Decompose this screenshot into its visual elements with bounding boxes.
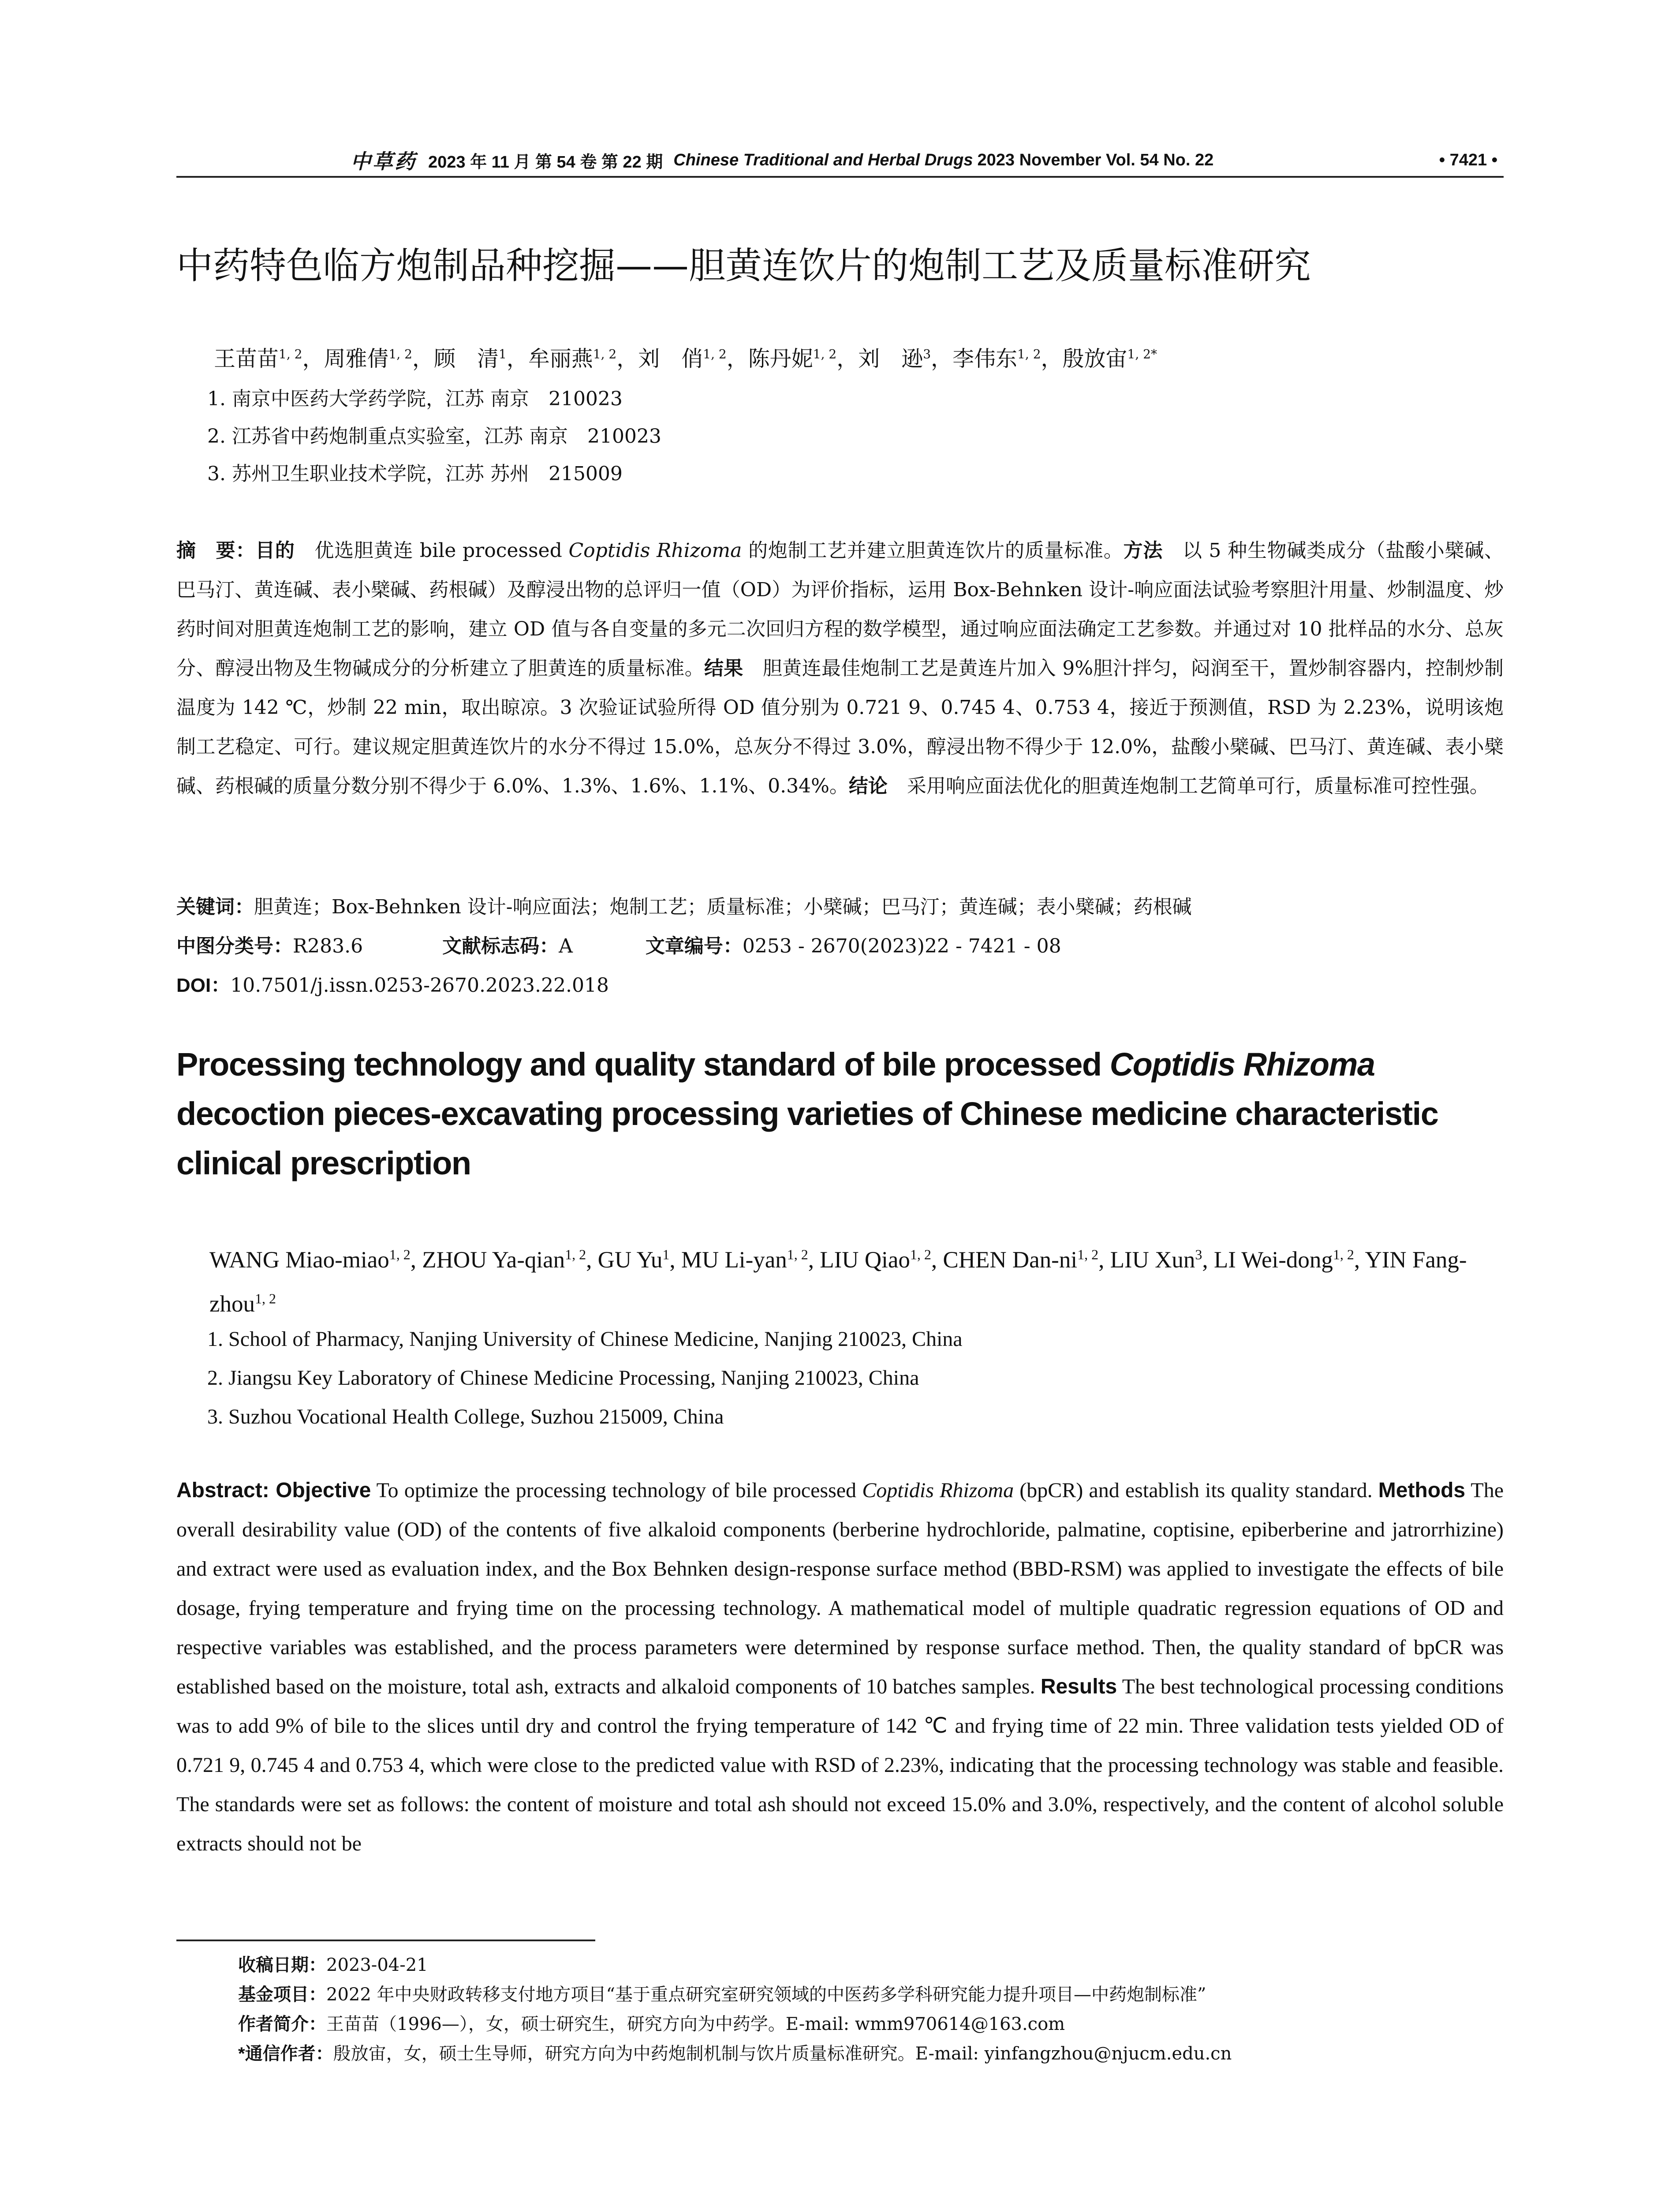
keywords-label: 关键词： [176, 896, 254, 918]
affiliations-en [207, 1320, 1486, 1436]
author-en: YIN Fang-zhou$^{1, 2}$ [209, 1247, 1467, 1317]
affiliation-cn: 2. 江苏省中药炮制重点实验室，江苏 南京 210023 [207, 425, 661, 448]
running-header [176, 146, 1504, 174]
author-en: LI Wei-dong$^{1, 2}$, [1213, 1246, 1365, 1273]
footnote-corresponding: *通信作者：殷放宙，女，硕士生导师，研究方向为中药炮制机制与饮片质量标准研究。E-mail: yinfangzhou@njucm.edu.cn [238, 2044, 1232, 2064]
author-cn: 王苗苗$^{1, 2}$， [214, 346, 324, 372]
author-en: MU Li-yan$^{1, 2}$, [681, 1246, 820, 1273]
author-cn: 陈丹妮$^{1, 2}$， [748, 346, 859, 372]
author-cn: 顾 清$^1$， [433, 346, 528, 372]
author-cn: 殷放宙$^{1, 2*}$ [1062, 346, 1157, 372]
abstract-cn: 摘 要：目的 优选胆黄连 bile processed Coptidis Rhizoma 的炮制工艺并建立胆黄连饮片的质量标准。方法 以 5 种生物碱类成分（盐酸小檗碱、巴马汀、黄连碱、表小檗碱、药根碱）及醇浸出物的总评归一值（OD）为评价指标，运用 Box-Behnken 设计-响应面法试验考察胆汁用量、炒制温度、炒药时间对胆黄连炮制工艺的影响，建立 OD 值与各自变量的多元二次回归方程的数学模型，通过响应面法确定工艺参数。并通过对 10 批样品的水分、总灰分、醇浸出物及生物碱成分的分析建立了胆黄连的质量标准。结果 胆黄连最佳炮制工艺是黄连片加入 9%胆汁拌匀，闷润至干，置炒制容器内，控制炒制温度为 142 ℃，炒制 22 min，取出晾凉。3 次验证试验所得 OD 值分别为 0.721 9、0.745 4、0.753 4，接近于预测值，RSD 为 2.23%，说明该炮制工艺稳定、可行。建议规定胆黄连饮片的水分不得过 15.0%，总灰分不得过 3.0%，醇浸出物不得少于 12.0%，盐酸小檗碱、巴马汀、黄连碱、表小檗碱、药根碱的质量分数分别不得少于 6.0%、1.3%、1.6%、1.1%、0.34%。结论 采用响应面法优化的胆黄连炮制工艺简单可行，质量标准可控性强。 [176, 539, 1504, 797]
affiliation-en: 1. School of Pharmacy, Nanjing University of Chinese Medicine, Nanjing 210023, China [207, 1327, 963, 1351]
author-en: ZHOU Ya-qian$^{1, 2}$, [422, 1246, 598, 1273]
page-number: • 7421 • [1439, 150, 1497, 169]
clc-number: R283.6 [293, 935, 363, 957]
author-list-cn [214, 339, 1528, 375]
objective-label-en: Objective [276, 1479, 371, 1502]
affiliation-cn: 1. 南京中医药大学药学院，江苏 南京 210023 [207, 388, 623, 410]
document-code: A [559, 935, 573, 957]
doi-line: DOI：10.7501/j.issn.0253-2670.2023.22.018 [176, 974, 609, 997]
journal-name-en: Chinese Traditional and Herbal Drugs [673, 150, 973, 169]
author-en: LIU Qiao$^{1, 2}$, [820, 1246, 943, 1273]
doi-link[interactable]: 10.7501/j.issn.0253-2670.2023.22.018 [230, 974, 609, 997]
footnote-rule [176, 1940, 595, 1941]
journal-name-cn: 中草药 [351, 149, 417, 173]
title-cn: 中药特色临方炮制品种挖掘——胆黄连饮片的炮制工艺及质量标准研究 [176, 244, 1311, 287]
issue-info-en: 2023 November Vol. 54 No. 22 [977, 150, 1214, 169]
author-cn: 刘 逊$^3$， [858, 346, 953, 372]
conclusion-label-cn: 结论 [848, 775, 888, 797]
classification-line: 中图分类号：R283.6 文献标志码：A 文章编号：0253 - 2670(2023)22 - 7421 - 08 [176, 935, 1061, 957]
author-cn: 周雅倩$^{1, 2}$， [324, 346, 434, 372]
footnotes [238, 1951, 1517, 2069]
affiliation-cn: 3. 苏州卫生职业技术学院，江苏 苏州 215009 [207, 463, 623, 485]
abstract-label-en: Abstract: [176, 1479, 276, 1502]
methods-label-cn: 方法 [1123, 540, 1163, 561]
footnote-funding: 基金项目：2022 年中央财政转移支付地方项目“基于重点研究室研究领域的中医药多学科研究能力提升项目—中药炮制标准” [238, 1984, 1206, 2005]
footnote-received: 收稿日期：2023-04-21 [238, 1955, 428, 1975]
header-rule [176, 176, 1504, 178]
article-number: 0253 - 2670(2023)22 - 7421 - 08 [742, 935, 1061, 957]
methods-label-en: Methods [1378, 1479, 1466, 1502]
author-cn: 牟丽燕$^{1, 2}$， [528, 346, 638, 372]
author-list-en [209, 1235, 1510, 1323]
affiliation-en: 3. Suzhou Vocational Health College, Suzhou 215009, China [207, 1405, 724, 1428]
affiliation-en: 2. Jiangsu Key Laboratory of Chinese Medicine Processing, Nanjing 210023, China [207, 1366, 919, 1390]
issue-info-cn: 2023 年 11 月 第 54 卷 第 22 期 [428, 153, 663, 172]
results-label-en: Results [1040, 1675, 1117, 1698]
author-en: GU Yu$^1$, [597, 1246, 681, 1273]
footnote-author-bio: 作者简介：王苗苗（1996—），女，硕士研究生，研究方向为中药学。E-mail: wmm970614@163.com [238, 2014, 1065, 2034]
keywords-text: 胆黄连；Box-Behnken 设计-响应面法；炮制工艺；质量标准；小檗碱；巴马汀；黄连碱；表小檗碱；药根碱 [254, 896, 1192, 918]
author-cn: 刘 俏$^{1, 2}$， [638, 346, 748, 372]
author-en: LIU Xun$^3$, [1110, 1246, 1214, 1273]
objective-label-cn: 目的 [255, 540, 295, 561]
abstract-label-cn: 摘 要： [176, 540, 256, 561]
results-label-cn: 结果 [704, 658, 743, 679]
author-en: CHEN Dan-ni$^{1, 2}$, [943, 1246, 1110, 1273]
affiliations-cn [207, 380, 1486, 493]
title-en: Processing technology and quality standard of bile processed Coptidis Rhizoma decoction pieces-excavating processing varieties of Chinese medicine characteristic clinical prescription [176, 1046, 1438, 1181]
keywords [176, 887, 1526, 927]
author-en: WANG Miao-miao$^{1, 2}$, [209, 1246, 422, 1273]
abstract-en: Abstract: Objective To optimize the processing technology of bile processed Coptidis Rhizoma (bpCR) and establish its quality standard. Methods The overall desirability value (OD) of the contents of five alkaloid components (berberine hydrochloride, palmatine, coptisine, epiberberine and jatrorrhizine) and extract were used as evaluation index, and the Box Behnken design-response surface method (BBD-RSM) was applied to investigate the effects of bile dosage, frying temperature and frying time on the processing technology. A mathematical model of multiple quadratic regression equations of OD and respective variables was established, and the process parameters were determined by response surface method. Then, the quality standard of bpCR was established based on the moisture, total ash, extracts and alkaloid components of 10 batches samples. Results The best technological processing conditions was to add 9% of bile to the slices until dry and control the frying temperature of 142 ℃ and frying time of 22 min. Three validation tests yielded OD of 0.721 9, 0.745 4 and 0.753 4, which were close to the predicted value with RSD of 2.23%, indicating that the processing technology was stable and feasible. The standards were set as follows: the content of moisture and total ash should not exceed 15.0% and 3.0%, respectively, and the content of alcohol soluble extracts should not be [176, 1479, 1504, 1855]
author-cn: 李伟东$^{1, 2}$， [952, 346, 1063, 372]
